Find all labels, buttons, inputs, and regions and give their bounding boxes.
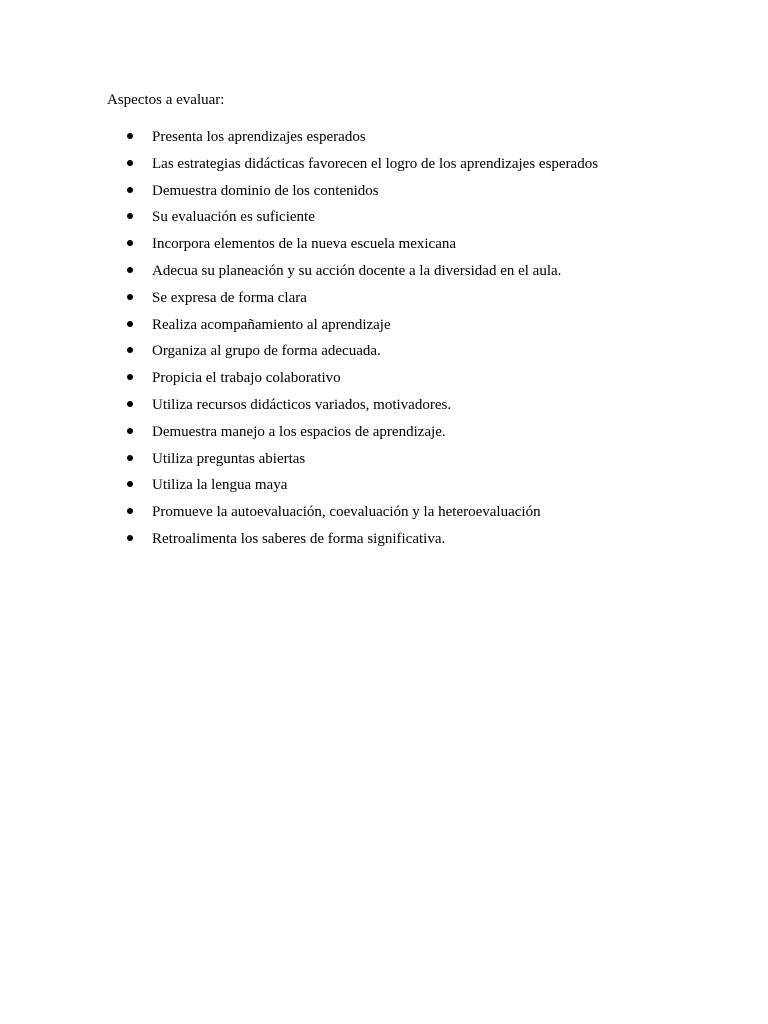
list-item-text: Demuestra manejo a los espacios de aprendizaje. xyxy=(152,423,446,440)
list-item-text: Organiza al grupo de forma adecuada. xyxy=(152,343,381,360)
bullet-icon xyxy=(127,267,133,273)
list-item-text: Realiza acompañamiento al aprendizaje xyxy=(152,316,391,333)
bullet-icon xyxy=(127,213,133,219)
section-heading: Aspectos a evaluar: xyxy=(107,92,225,108)
bullet-icon xyxy=(127,133,133,139)
bullet-icon xyxy=(127,240,133,246)
list-item-text: Adecua su planeación y su acción docente a la diversidad en el aula. xyxy=(152,262,562,279)
list-item-text: Demuestra dominio de los contenidos xyxy=(152,182,379,199)
bullet-icon xyxy=(127,294,133,300)
bullet-icon xyxy=(127,508,133,514)
list-item-text: Presenta los aprendizajes esperados xyxy=(152,129,366,145)
bullet-icon xyxy=(127,401,133,407)
bullet-icon xyxy=(127,428,133,434)
list-item-text: Se expresa de forma clara xyxy=(152,289,307,306)
bullet-icon xyxy=(127,374,133,380)
list-item-text: Su evaluación es suficiente xyxy=(152,209,315,226)
list-item-text: Utiliza recursos didácticos variados, motivadores. xyxy=(152,396,452,413)
bullet-icon xyxy=(127,455,133,461)
list-item-text: Retroalimenta los saberes de forma significativa. xyxy=(152,530,446,547)
bullet-icon xyxy=(127,481,133,487)
list-item-text: Utiliza la lengua maya xyxy=(152,477,288,494)
bullet-icon xyxy=(127,160,133,166)
bullet-icon xyxy=(127,321,133,327)
list-item-text: Utiliza preguntas abiertas xyxy=(152,450,306,467)
list-item-text: Propicia el trabajo colaborativo xyxy=(152,370,341,387)
list-item-text: Las estrategias didácticas favorecen el logro de los aprendizajes esperados xyxy=(152,155,599,172)
bullet-icon xyxy=(127,347,133,353)
list-item-text: Promueve la autoevaluación, coevaluación y la heteroevaluación xyxy=(152,504,541,521)
bullet-icon xyxy=(127,535,133,541)
list-item-text: Incorpora elementos de la nueva escuela mexicana xyxy=(152,236,457,253)
bullet-icon xyxy=(127,187,133,193)
